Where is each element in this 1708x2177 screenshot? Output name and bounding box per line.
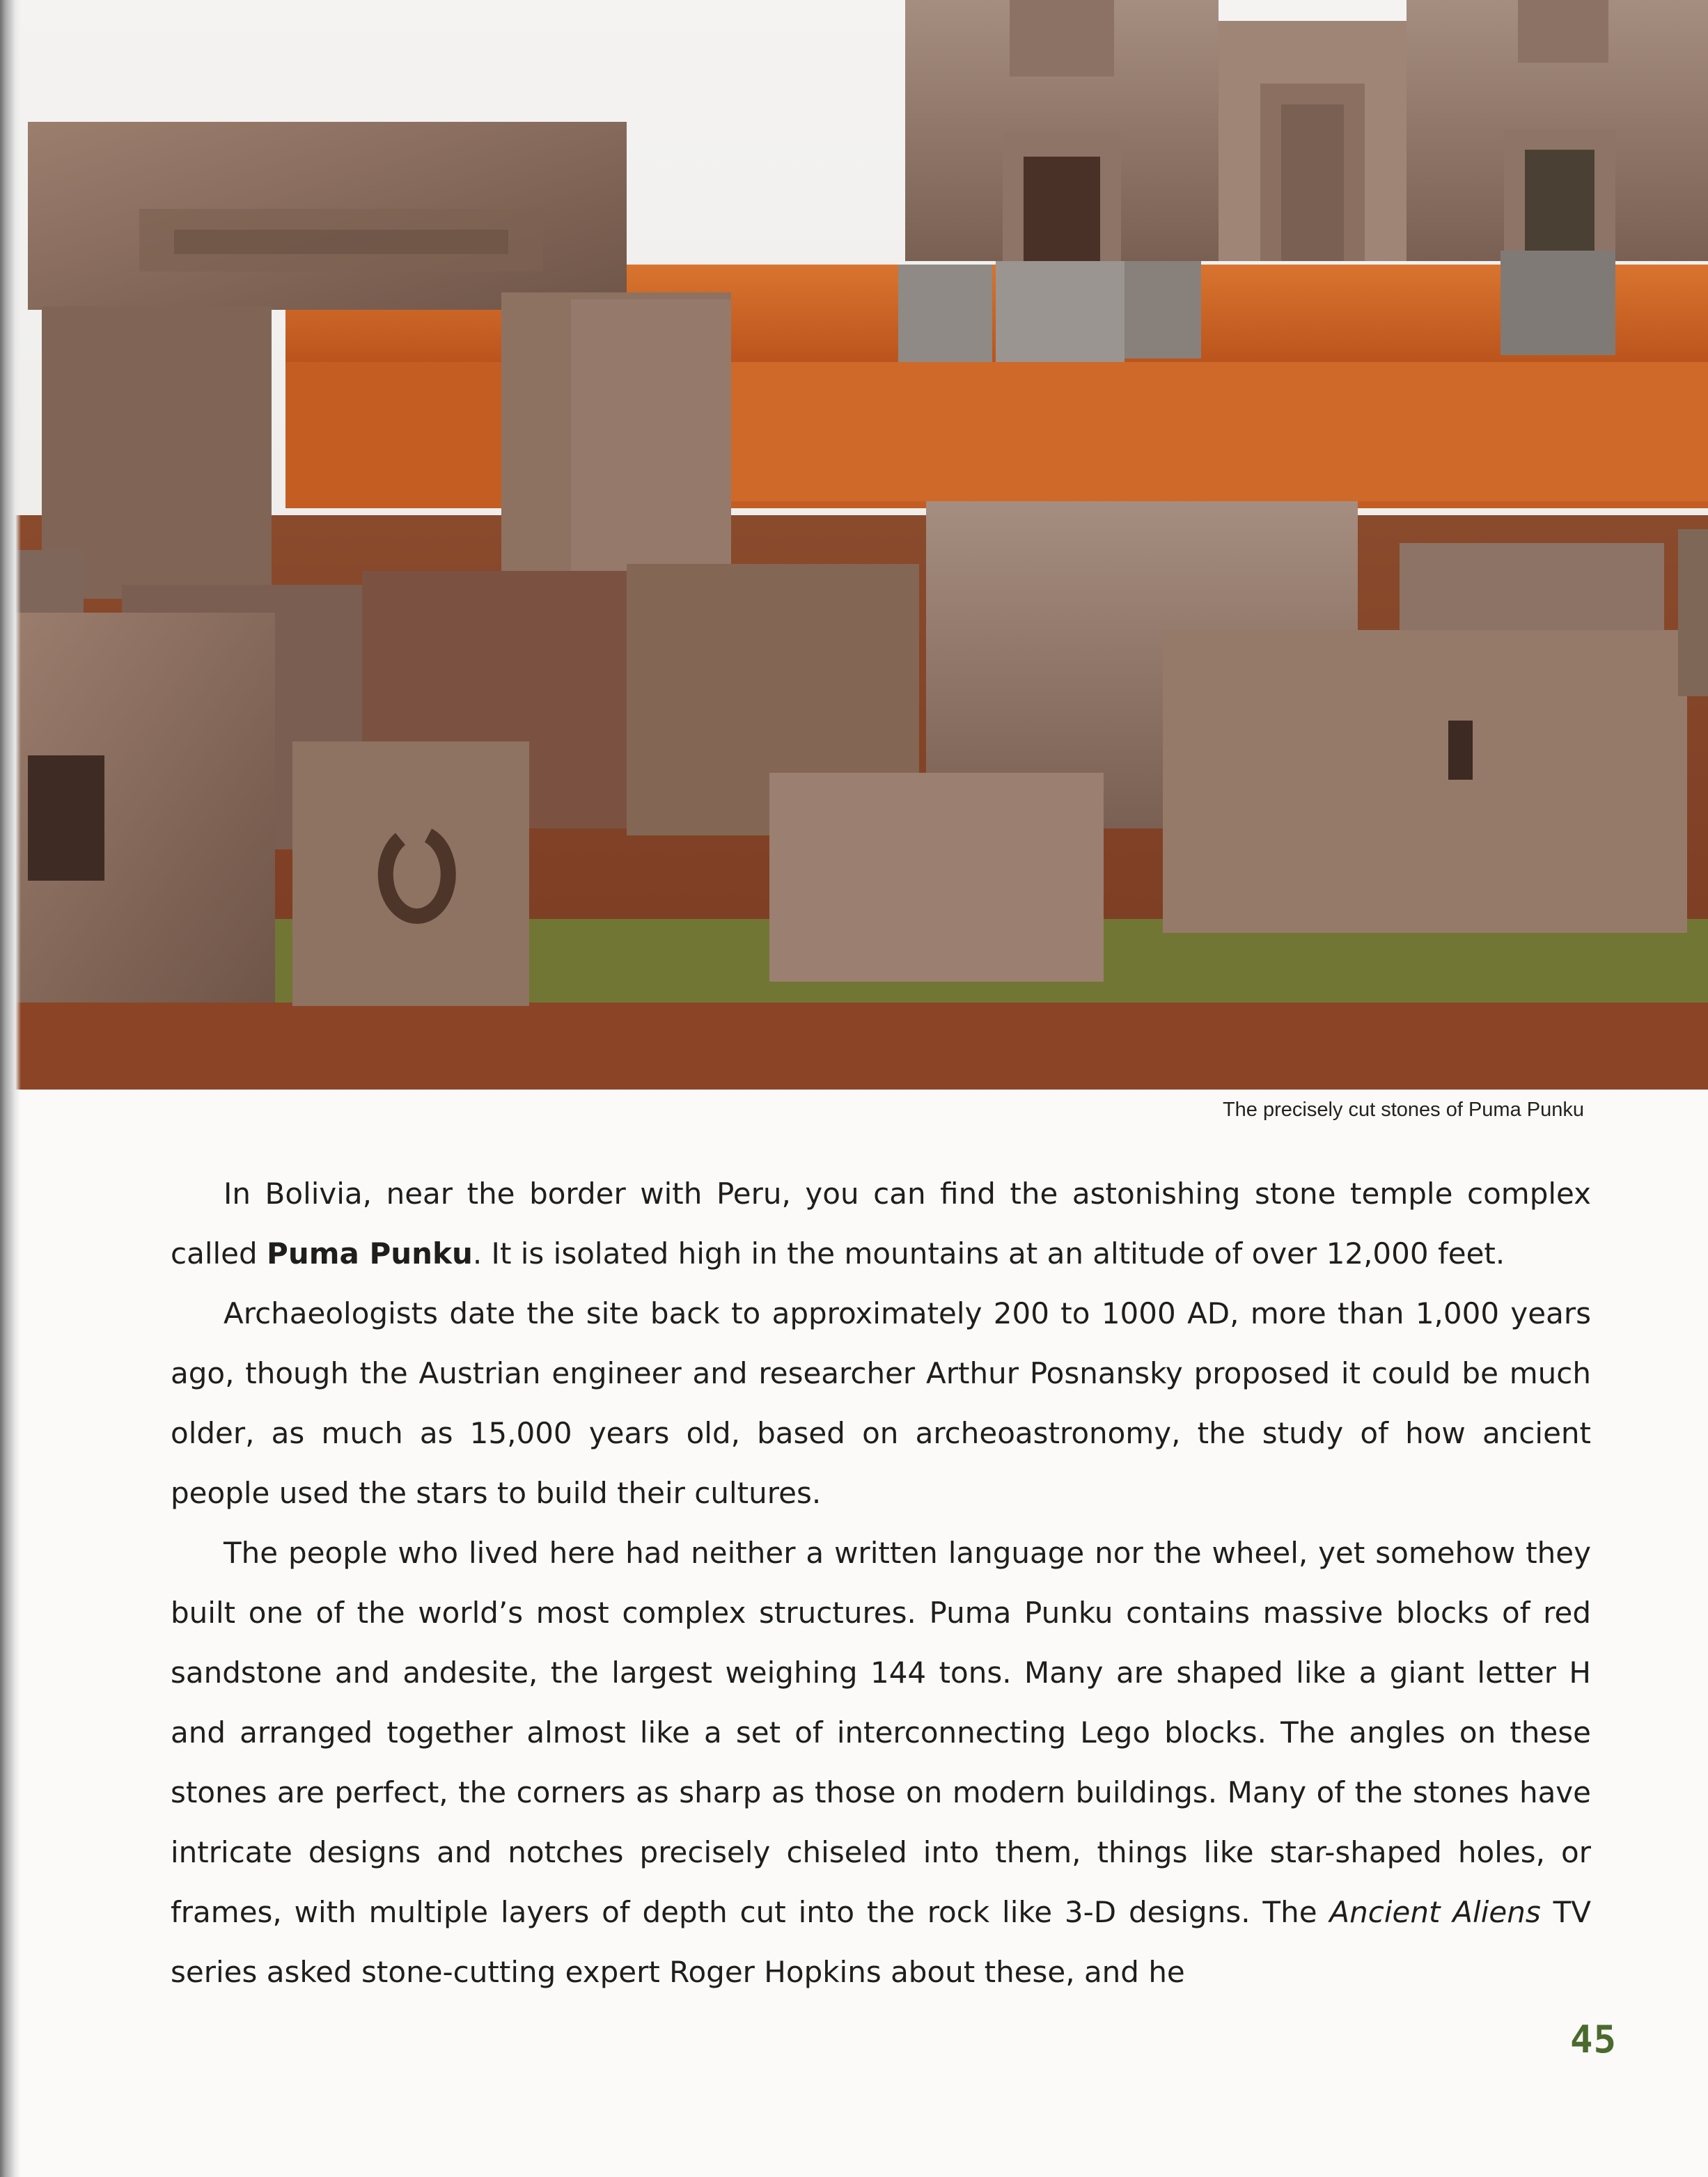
paragraph-1 xyxy=(171,1164,1591,1284)
binding-shadow xyxy=(0,0,21,2177)
paragraph-3 xyxy=(171,1523,1591,2002)
article-body xyxy=(171,1164,1591,2002)
paragraph-3-text-end: TV series asked stone-cutting expert Roger Hopkins about these, and he xyxy=(171,1895,1591,1989)
page-number: 45 xyxy=(1570,2018,1617,2061)
paragraph-1-text: In Bolivia, near the border with Peru, you can find the astonishing stone temple complex called xyxy=(171,1177,1591,1271)
ancient-aliens-italic: Ancient Aliens xyxy=(1329,1895,1541,1929)
paragraph-3-text: The people who lived here had neither a written language nor the wheel, yet somehow they built one of the world’s most complex structures. Puma Punku contains massive blocks of red sandstone and andesite, the largest weighing 144 tons. Many are shaped like a giant letter H and arranged together almost like a set of interconnecting Lego blocks. The angles on these stones are perfect, the corners as sharp as those on modern buildings. Many of the stones have intricate designs and notches precisely chiseled into them, things like star-shaped holes, or frames, with multiple layers of depth cut into the rock like 3-D designs. The xyxy=(171,1536,1591,1929)
paragraph-1-text-end: . It is isolated high in the mountains at an altitude of over 12,000 feet. xyxy=(472,1236,1505,1271)
photo-caption: The precisely cut stones of Puma Punku xyxy=(1222,1099,1584,1121)
paragraph-2: Archaeologists date the site back to approximately 200 to 1000 AD, more than 1,000 years ago, though the Austrian engineer and researcher Arthur Posnansky proposed it could be much older, as much as 15,000 years old, based on archeoastronomy, the study of how ancient people used the stars to build their cultures. xyxy=(171,1296,1591,1510)
puma-punku-bold: Puma Punku xyxy=(267,1236,473,1271)
